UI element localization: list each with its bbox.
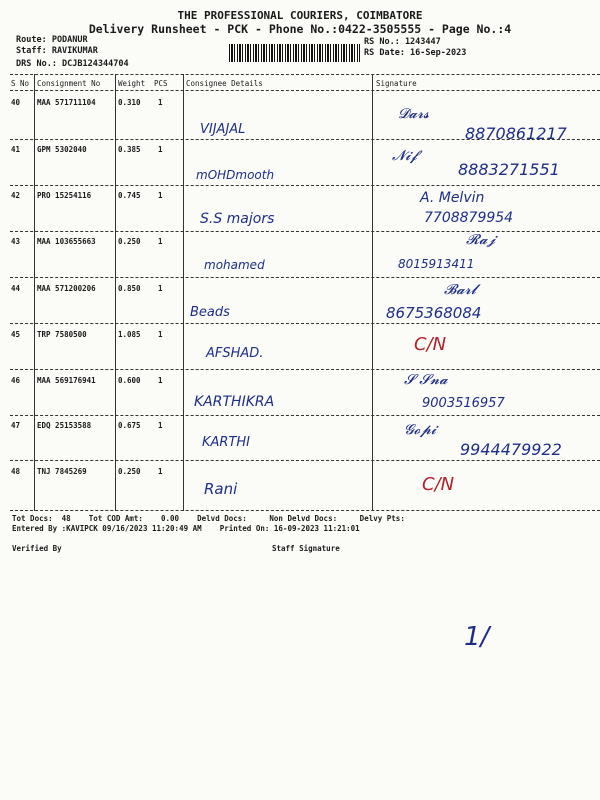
totals-line: Tot Docs: 48 Tot COD Amt: 0.00 Delvd Docs: Non Delvd Docs: Delvy Pts:	[12, 514, 405, 523]
row-phone: 7708879954	[424, 210, 514, 226]
row-sno: 47	[11, 421, 21, 430]
row-rule	[10, 231, 600, 232]
signature-scribble: 𝓑𝓪𝓻𝓵	[444, 282, 477, 298]
row-consignment: PRO 15254116	[37, 191, 92, 200]
row-consignment: MAA 103655663	[37, 237, 96, 246]
row-sno: 46	[11, 376, 21, 385]
signature-scribble: 𝓝𝓲𝓯	[392, 148, 418, 164]
row-consignment: GPM 5302040	[37, 145, 87, 154]
signature-scribble: 𝓢 𝓢𝓷𝓪	[404, 372, 448, 388]
entered-by-line: Entered By :KAVIPCK 09/16/2023 11:20:49 AM Printed On: 16-09-2023 11:21:01	[12, 524, 360, 533]
runsheet-title: Delivery Runsheet - PCK - Phone No.:0422-3505555 - Page No.:4	[88, 22, 512, 36]
row-phone: 8883271551	[458, 160, 560, 179]
row-rule	[10, 415, 600, 416]
row-weight: 0.745	[118, 191, 141, 200]
row-consignment: EDQ 25153588	[37, 421, 92, 430]
row-consignee: KARTHI	[202, 435, 251, 450]
row-weight: 0.250	[118, 237, 141, 246]
col-header-sno: S No	[11, 79, 30, 88]
page-tally-mark: 1/	[464, 622, 490, 652]
row-weight: 1.085	[118, 330, 141, 339]
drs-number: DRS No.: DCJB124344704	[16, 59, 129, 69]
row-consignment: MAA 571711104	[37, 98, 96, 107]
cn-stamp: C/N	[422, 474, 455, 495]
signature-scribble: 𝓡𝓪𝓳	[466, 232, 496, 248]
row-consignee: VIJAJAL	[200, 122, 246, 137]
row-rule	[10, 185, 600, 186]
company-title: THE PROFESSIONAL COURIERS, COIMBATORE	[177, 9, 423, 22]
row-phone: 9003516957	[422, 396, 505, 411]
row-rule	[10, 139, 600, 140]
col-header-pcs: PCS	[154, 79, 168, 88]
row-weight: 0.675	[118, 421, 141, 430]
row-weight: 0.385	[118, 145, 141, 154]
row-pcs: 1	[158, 284, 163, 293]
row-sno: 40	[11, 98, 21, 107]
signature-scribble: 𝓓𝓪𝓻𝓼	[398, 106, 430, 122]
row-phone: 8675368084	[386, 304, 482, 322]
row-consignment: MAA 569176941	[37, 376, 96, 385]
row-pcs: 1	[158, 467, 163, 476]
row-weight: 0.310	[118, 98, 141, 107]
row-weight: 0.250	[118, 467, 141, 476]
header-rule	[10, 90, 600, 91]
row-phone: 8015913411	[398, 257, 475, 271]
col-header-consignee: Consignee Details	[186, 79, 263, 88]
row-pcs: 1	[158, 98, 163, 107]
barcode	[229, 44, 360, 62]
row-phone: 9944479922	[460, 440, 562, 459]
row-consignee: KARTHIKRA	[194, 394, 275, 410]
row-weight: 0.600	[118, 376, 141, 385]
row-consignee: mohamed	[204, 258, 265, 272]
row-receiver-name: A. Melvin	[420, 190, 485, 206]
row-pcs: 1	[158, 191, 163, 200]
route: Route: PODANUR	[16, 35, 88, 45]
row-sno: 48	[11, 467, 21, 476]
row-consignee: AFSHAD.	[206, 346, 264, 361]
row-consignee: S.S majors	[200, 211, 275, 227]
row-sno: 45	[11, 330, 21, 339]
row-rule	[10, 323, 600, 324]
row-weight: 0.850	[118, 284, 141, 293]
staff-signature-label: Staff Signature	[272, 544, 340, 553]
row-rule	[10, 460, 600, 461]
row-consignee: Rani	[204, 480, 238, 498]
signature-scribble: 𝓖𝓸𝓹𝓲	[404, 422, 436, 438]
row-pcs: 1	[158, 237, 163, 246]
row-pcs: 1	[158, 145, 163, 154]
verified-by-label: Verified By	[12, 544, 62, 553]
col-header-weight: Weight	[118, 79, 146, 88]
row-consignment: MAA 571200206	[37, 284, 96, 293]
row-consignee: mOHDmooth	[196, 168, 275, 182]
staff: Staff: RAVIKUMAR	[16, 46, 98, 56]
rs-number: RS No.: 1243447	[364, 37, 441, 47]
row-consignee: Beads	[190, 305, 230, 320]
table-top-rule	[10, 74, 600, 75]
row-pcs: 1	[158, 421, 163, 430]
row-pcs: 1	[158, 376, 163, 385]
col-header-consignment: Consignment No	[37, 79, 101, 88]
col-header-signature: Signature	[376, 79, 417, 88]
row-phone: 8870861217	[465, 124, 567, 143]
table-bottom-rule	[10, 510, 600, 511]
row-sno: 42	[11, 191, 21, 200]
row-sno: 41	[11, 145, 21, 154]
row-pcs: 1	[158, 330, 163, 339]
cn-stamp: C/N	[414, 334, 447, 355]
row-sno: 44	[11, 284, 21, 293]
row-rule	[10, 369, 600, 370]
row-sno: 43	[11, 237, 21, 246]
row-consignment: TRP 7580500	[37, 330, 87, 339]
row-rule	[10, 277, 600, 278]
row-consignment: TNJ 7845269	[37, 467, 87, 476]
rs-date: RS Date: 16-Sep-2023	[364, 48, 467, 58]
